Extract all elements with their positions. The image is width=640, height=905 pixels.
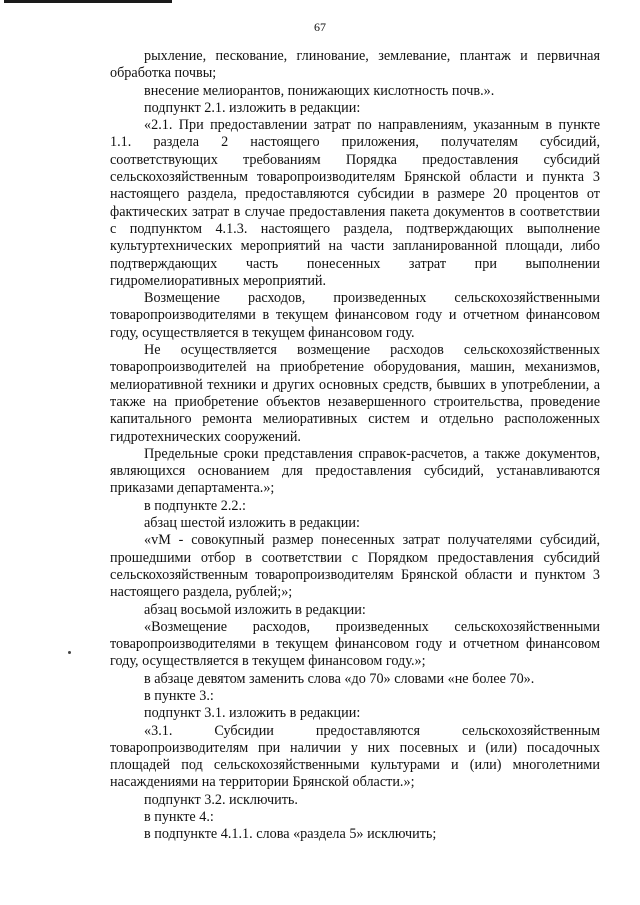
paragraph: Предельные сроки представления справок-расчетов, а также документов, являющихся основанием для предоставления субсидий, устанавливаются приказами департамента.»;	[110, 445, 600, 497]
paragraph: подпункт 3.2. исключить.	[144, 791, 298, 808]
paragraph: подпункт 3.1. изложить в редакции:	[144, 705, 361, 722]
page-number: 67	[314, 20, 326, 34]
paragraph: рыхление, пескование, глинование, землевание, плантаж и первичная обработка почвы;	[110, 48, 600, 82]
paragraph: «Возмещение расходов, произведенных сельскохозяйственными товаропроизводителями в текущем финансовом году и отчетном финансовом году, осуществляется в текущем финансовом году.»;	[110, 618, 600, 670]
paragraph: в пункте 3.:	[144, 687, 214, 704]
paragraph: в подпункте 4.1.1. слова «раздела 5» исключить;	[144, 826, 437, 843]
paragraph: внесение мелиорантов, понижающих кислотность почв.».	[144, 82, 495, 99]
paragraph: «3.1. Субсидии предоставляются сельскохозяйственным товаропроизводителям при наличии у них посевных и (или) посадочных площадей под сельскохозяйственными культурами и (или) многолетними насаждениями на территории Брянской области.»;	[110, 722, 600, 791]
top-rule	[4, 0, 172, 3]
paragraph: «2.1. При предоставлении затрат по направлениям, указанным в пункте 1.1. раздела 2 настоящего приложения, получателям субсидий, соответствующих требованиям Порядка предоставления субсидий сельскохозяйственным товаропроизводителям Брянской области и пункта 3 настоящего раздела, предоставляются субсидии в размере 20 процентов от фактических затрат в случае предоставления пакета документов в соответствии с подпунктом 4.1.3. настоящего раздела, подтверждающих выполнение культуртехнических мероприятий на части запланированной площади, либо подтверждающих часть понесенных затрат при выполнении гидромелиоративных мероприятий.	[110, 117, 600, 289]
margin-mark	[68, 651, 71, 654]
paragraph: в абзаце девятом заменить слова «до 70» словами «не более 70».	[144, 670, 535, 687]
document-body	[110, 48, 600, 844]
paragraph: абзац восьмой изложить в редакции:	[144, 601, 366, 618]
paragraph: Возмещение расходов, произведенных сельскохозяйственными товаропроизводителями в текущем финансовом году и отчетном финансовом году, осуществляется в текущем финансовом году.	[110, 290, 600, 341]
paragraph: подпункт 2.1. изложить в редакции:	[144, 99, 361, 116]
paragraph: в пункте 4.:	[144, 809, 214, 826]
paragraph: Не осуществляется возмещение расходов сельскохозяйственных товаропроизводителей на приобретение оборудования, машин, механизмов, мелиоративной техники и других основных средств, бывших в употреблении, а также на приобретение объектов незавершенного строительства, проведение капитального ремонта мелиоративных систем и отдельно расположенных гидротехнических сооружений.	[110, 342, 600, 445]
paragraph: в подпункте 2.2.:	[144, 497, 246, 514]
paragraph: абзац шестой изложить в редакции:	[144, 515, 360, 532]
paragraph: «vМ - совокупный размер понесенных затрат получателями субсидий, прошедшими отбор в соответствии с Порядком предоставления субсидий сельскохозяйственным товаропроизводителям Брянской области и пунктом 3 настоящего раздела, рублей;»;	[110, 532, 600, 601]
